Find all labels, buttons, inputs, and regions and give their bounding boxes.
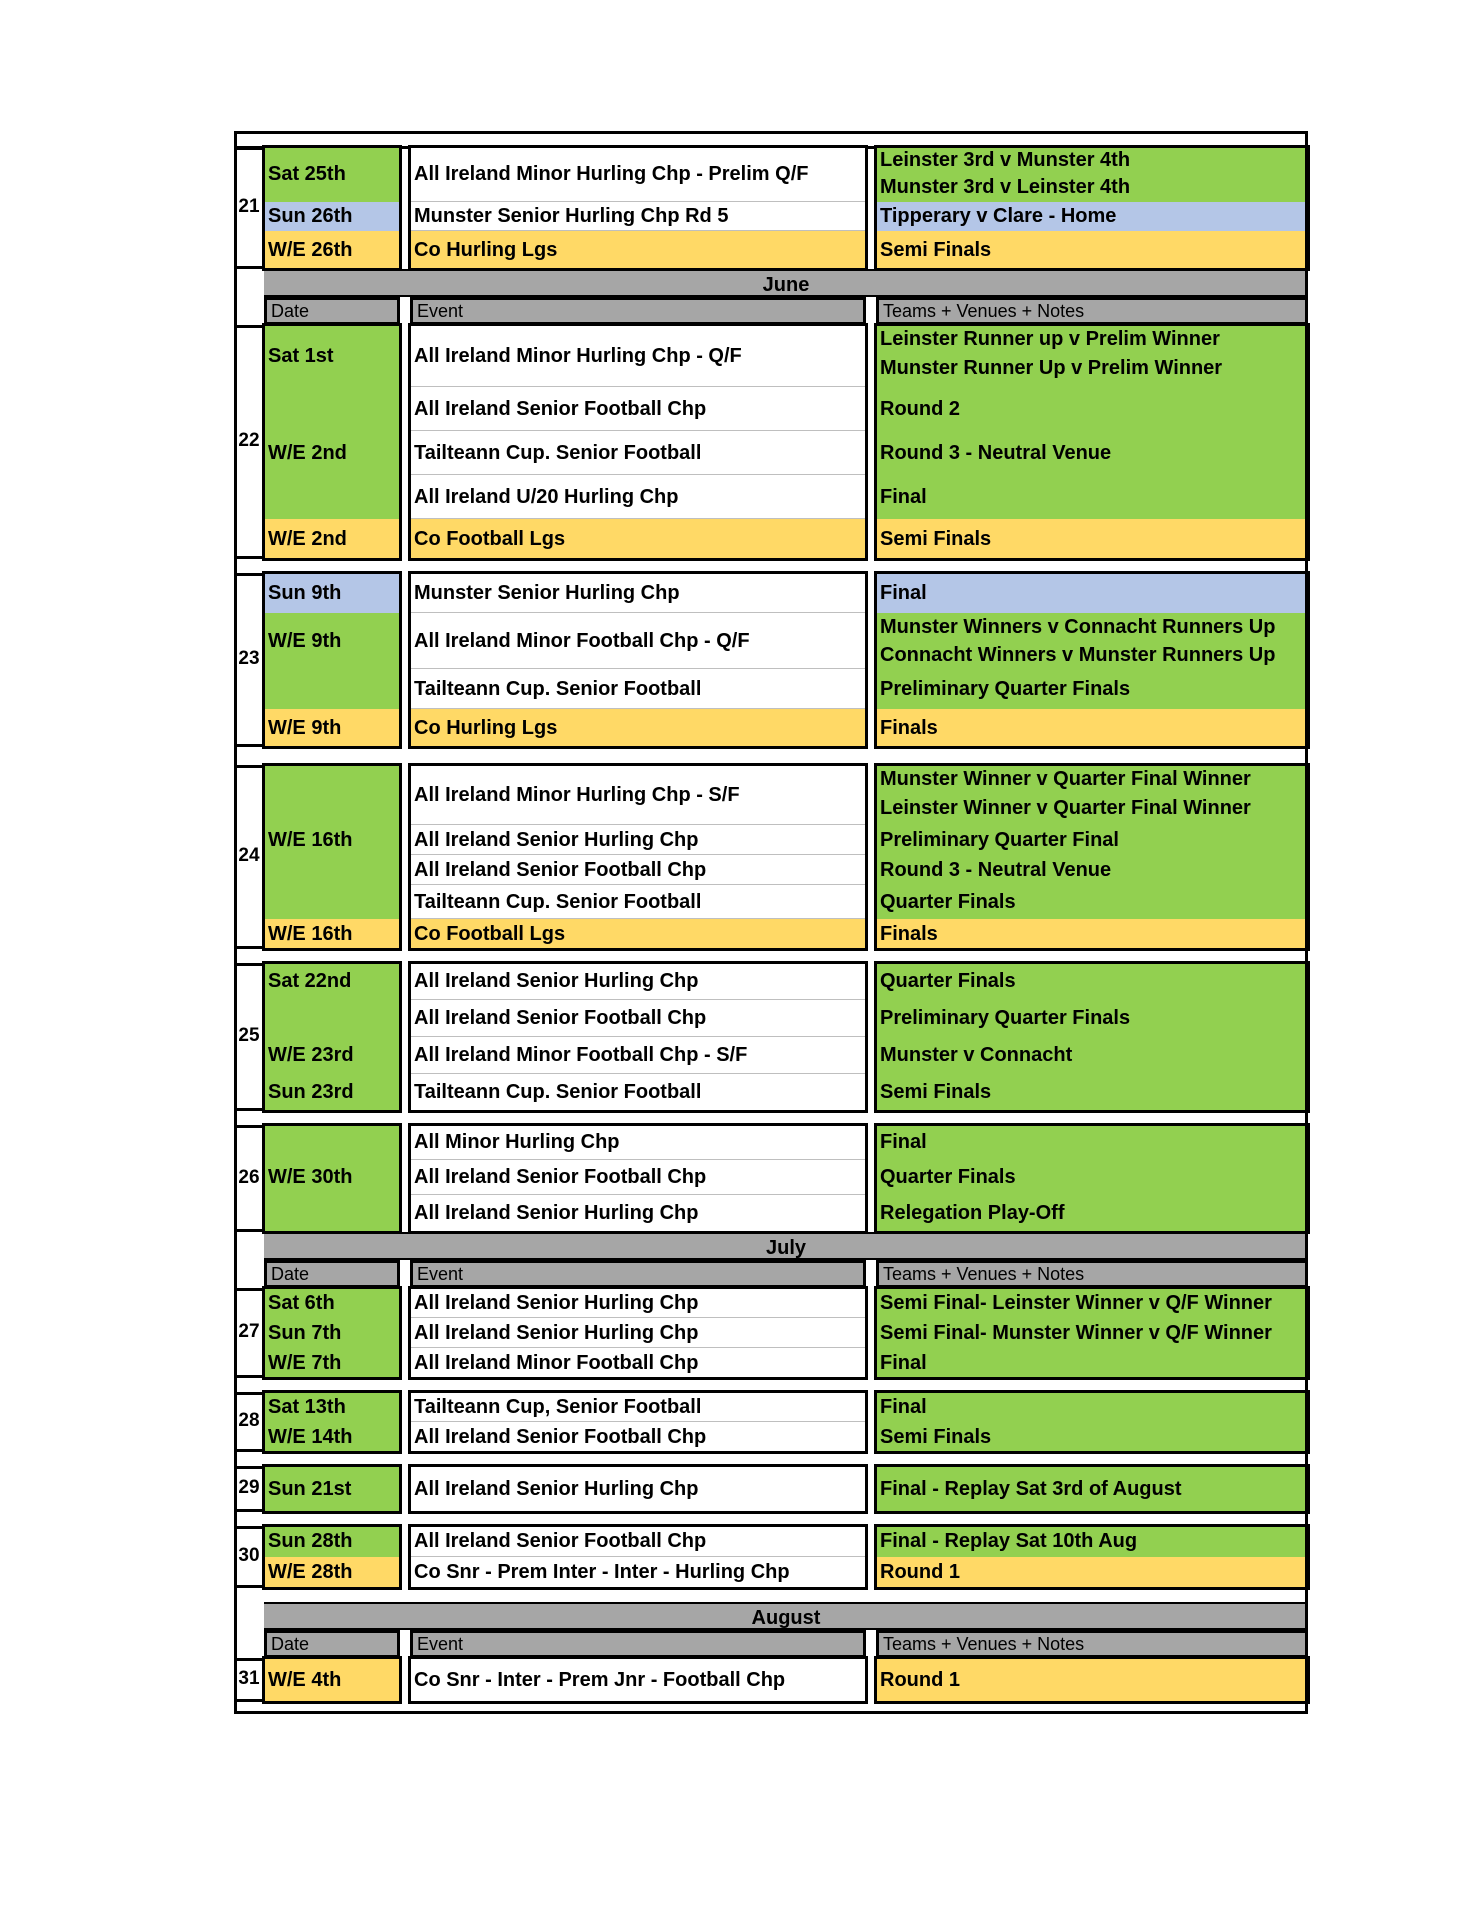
event-cell: Co Snr - Inter - Prem Jnr - Football Chp xyxy=(410,1658,866,1702)
note-line: Final xyxy=(880,486,927,508)
date-cell: Sun 26th xyxy=(264,202,400,231)
date-cell: Sun 23rd xyxy=(264,1074,400,1111)
note-line: Final xyxy=(880,1131,927,1153)
note-line: Munster Winner v Quarter Final Winner xyxy=(880,768,1251,790)
date-cell: Sun 21st xyxy=(264,1466,400,1512)
week-number: 24 xyxy=(238,845,260,866)
event-cell: Co Hurling Lgs xyxy=(410,231,866,269)
week-number: 31 xyxy=(238,1668,260,1689)
event-cell: All Ireland Senior Football Chp xyxy=(410,1422,866,1452)
header-event: Event xyxy=(410,1630,866,1658)
note-line: Preliminary Quarter Finals xyxy=(880,1007,1131,1029)
date-cell: Sun 28th xyxy=(264,1526,400,1557)
date-cell: Sun 9th xyxy=(264,573,400,613)
event-cell: All Ireland Senior Football Chp xyxy=(410,1000,866,1037)
date-cell: Sat 22nd xyxy=(264,963,400,1000)
event-cell: Tailteann Cup. Senior Football xyxy=(410,669,866,709)
header-date: Date xyxy=(264,297,400,325)
date-cell: W/E 2nd xyxy=(264,431,400,475)
date-cell: Sat 13th xyxy=(264,1392,400,1422)
note-line: Final xyxy=(880,582,927,604)
note-line: Leinster Runner up v Prelim Winner xyxy=(880,328,1220,350)
note-line: Round 1 xyxy=(880,1561,960,1583)
note-line: Quarter Finals xyxy=(880,891,1016,913)
date-cell: W/E 9th xyxy=(264,709,400,747)
event-cell: All Ireland Minor Football Chp xyxy=(410,1348,866,1378)
note-line: Preliminary Quarter Final xyxy=(880,829,1119,851)
event-cell: Munster Senior Hurling Chp xyxy=(410,573,866,613)
date-cell: W/E 2nd xyxy=(264,519,400,559)
event-cell: All Ireland Minor Hurling Chp - S/F xyxy=(410,765,866,825)
date-cell: W/E 9th xyxy=(264,613,400,669)
event-cell: All Ireland Senior Hurling Chp xyxy=(410,1195,866,1232)
note-line: Semi Finals xyxy=(880,1081,992,1103)
date-cell: Sat 6th xyxy=(264,1288,400,1318)
note-line: Connacht Winners v Munster Runners Up xyxy=(880,644,1276,666)
date-cell: W/E 26th xyxy=(264,231,400,269)
note-line: Round 2 xyxy=(880,398,960,420)
table-outer-border xyxy=(234,131,1308,1714)
note-line: Leinster 3rd v Munster 4th xyxy=(880,149,1131,171)
date-cell: W/E 16th xyxy=(264,919,400,949)
note-line: Final - Replay Sat 10th Aug xyxy=(880,1530,1138,1552)
fixture-table xyxy=(234,131,1308,1759)
month-banner: June xyxy=(264,269,1308,297)
note-line: Quarter Finals xyxy=(880,970,1016,992)
header-notes: Teams + Venues + Notes xyxy=(876,1630,1308,1658)
note-line: Preliminary Quarter Finals xyxy=(880,678,1131,700)
event-cell: All Ireland Senior Hurling Chp xyxy=(410,963,866,1000)
note-line: Finals xyxy=(880,923,938,945)
week-number: 27 xyxy=(238,1321,260,1342)
event-cell: All Ireland Senior Hurling Chp xyxy=(410,1288,866,1318)
event-cell: Munster Senior Hurling Chp Rd 5 xyxy=(410,202,866,231)
event-cell: All Ireland Minor Hurling Chp - Q/F xyxy=(410,325,866,387)
event-cell: All Ireland Senior Football Chp xyxy=(410,855,866,885)
header-notes: Teams + Venues + Notes xyxy=(876,1260,1308,1288)
header-date: Date xyxy=(264,1260,400,1288)
week-number: 22 xyxy=(238,430,260,451)
note-line: Final xyxy=(880,1352,927,1374)
date-cell: W/E 16th xyxy=(264,825,400,855)
event-cell: All Ireland Senior Hurling Chp xyxy=(410,1466,866,1512)
event-cell: Tailteann Cup, Senior Football xyxy=(410,1392,866,1422)
event-cell: All Ireland Minor Hurling Chp - Prelim Q/F xyxy=(410,147,866,202)
note-line: Relegation Play-Off xyxy=(880,1202,1065,1224)
event-cell: Tailteann Cup. Senior Football xyxy=(410,431,866,475)
week-number: 28 xyxy=(238,1410,260,1431)
event-cell: Tailteann Cup. Senior Football xyxy=(410,885,866,919)
event-cell: All Ireland Minor Football Chp - S/F xyxy=(410,1037,866,1074)
week-number: 26 xyxy=(238,1166,260,1188)
month-banner: July xyxy=(264,1232,1308,1260)
event-cell: All Ireland Senior Football Chp xyxy=(410,1160,866,1195)
event-cell: Co Hurling Lgs xyxy=(410,709,866,747)
note-line: Round 3 - Neutral Venue xyxy=(880,442,1112,464)
note-line: Semi Finals xyxy=(880,239,992,261)
event-cell: All Ireland Senior Hurling Chp xyxy=(410,825,866,855)
event-cell: Co Snr - Prem Inter - Inter - Hurling Chp xyxy=(410,1557,866,1588)
note-line: Semi Finals xyxy=(880,528,992,550)
date-cell: Sat 1st xyxy=(264,325,400,387)
date-cell: W/E 30th xyxy=(264,1160,400,1195)
week-number: 25 xyxy=(238,1025,260,1046)
event-cell: Tailteann Cup. Senior Football xyxy=(410,1074,866,1111)
header-event: Event xyxy=(410,297,866,325)
event-cell: All Minor Hurling Chp xyxy=(410,1125,866,1160)
week-number: 29 xyxy=(238,1477,260,1498)
date-cell: Sat 25th xyxy=(264,147,400,202)
event-cell: All Ireland Senior Football Chp xyxy=(410,1526,866,1557)
week-number: 23 xyxy=(238,648,260,669)
event-cell: Co Football Lgs xyxy=(410,919,866,949)
date-cell: W/E 28th xyxy=(264,1557,400,1588)
week-number: 30 xyxy=(238,1545,260,1566)
date-cell: W/E 23rd xyxy=(264,1037,400,1074)
header-notes: Teams + Venues + Notes xyxy=(876,297,1308,325)
note-line: Final - Replay Sat 3rd of August xyxy=(880,1478,1182,1500)
note-line: Finals xyxy=(880,717,938,739)
event-cell: All Ireland Senior Hurling Chp xyxy=(410,1318,866,1348)
note-line: Leinster Winner v Quarter Final Winner xyxy=(880,797,1251,819)
event-cell: All Ireland Minor Football Chp - Q/F xyxy=(410,613,866,669)
note-line: Round 1 xyxy=(880,1669,960,1691)
note-line: Quarter Finals xyxy=(880,1166,1016,1188)
header-event: Event xyxy=(410,1260,866,1288)
note-line: Tipperary v Clare - Home xyxy=(880,205,1117,227)
week-number: 21 xyxy=(238,196,260,217)
date-cell: W/E 14th xyxy=(264,1422,400,1452)
note-line: Semi Final- Leinster Winner v Q/F Winner xyxy=(880,1292,1272,1314)
date-cell: Sun 7th xyxy=(264,1318,400,1348)
note-line: Munster Winners v Connacht Runners Up xyxy=(880,616,1276,638)
note-line: Munster Runner Up v Prelim Winner xyxy=(880,357,1223,379)
note-line: Semi Final- Munster Winner v Q/F Winner xyxy=(880,1322,1272,1344)
note-line: Final xyxy=(880,1396,927,1418)
event-cell: Co Football Lgs xyxy=(410,519,866,559)
note-line: Munster v Connacht xyxy=(880,1044,1073,1066)
note-line: Semi Finals xyxy=(880,1426,992,1448)
date-cell: W/E 4th xyxy=(264,1658,400,1702)
month-banner: August xyxy=(264,1602,1308,1630)
event-cell: All Ireland Senior Football Chp xyxy=(410,387,866,431)
date-cell: W/E 7th xyxy=(264,1348,400,1378)
header-date: Date xyxy=(264,1630,400,1658)
note-line: Munster 3rd v Leinster 4th xyxy=(880,176,1131,198)
event-cell: All Ireland U/20 Hurling Chp xyxy=(410,475,866,519)
note-line: Round 3 - Neutral Venue xyxy=(880,859,1112,881)
